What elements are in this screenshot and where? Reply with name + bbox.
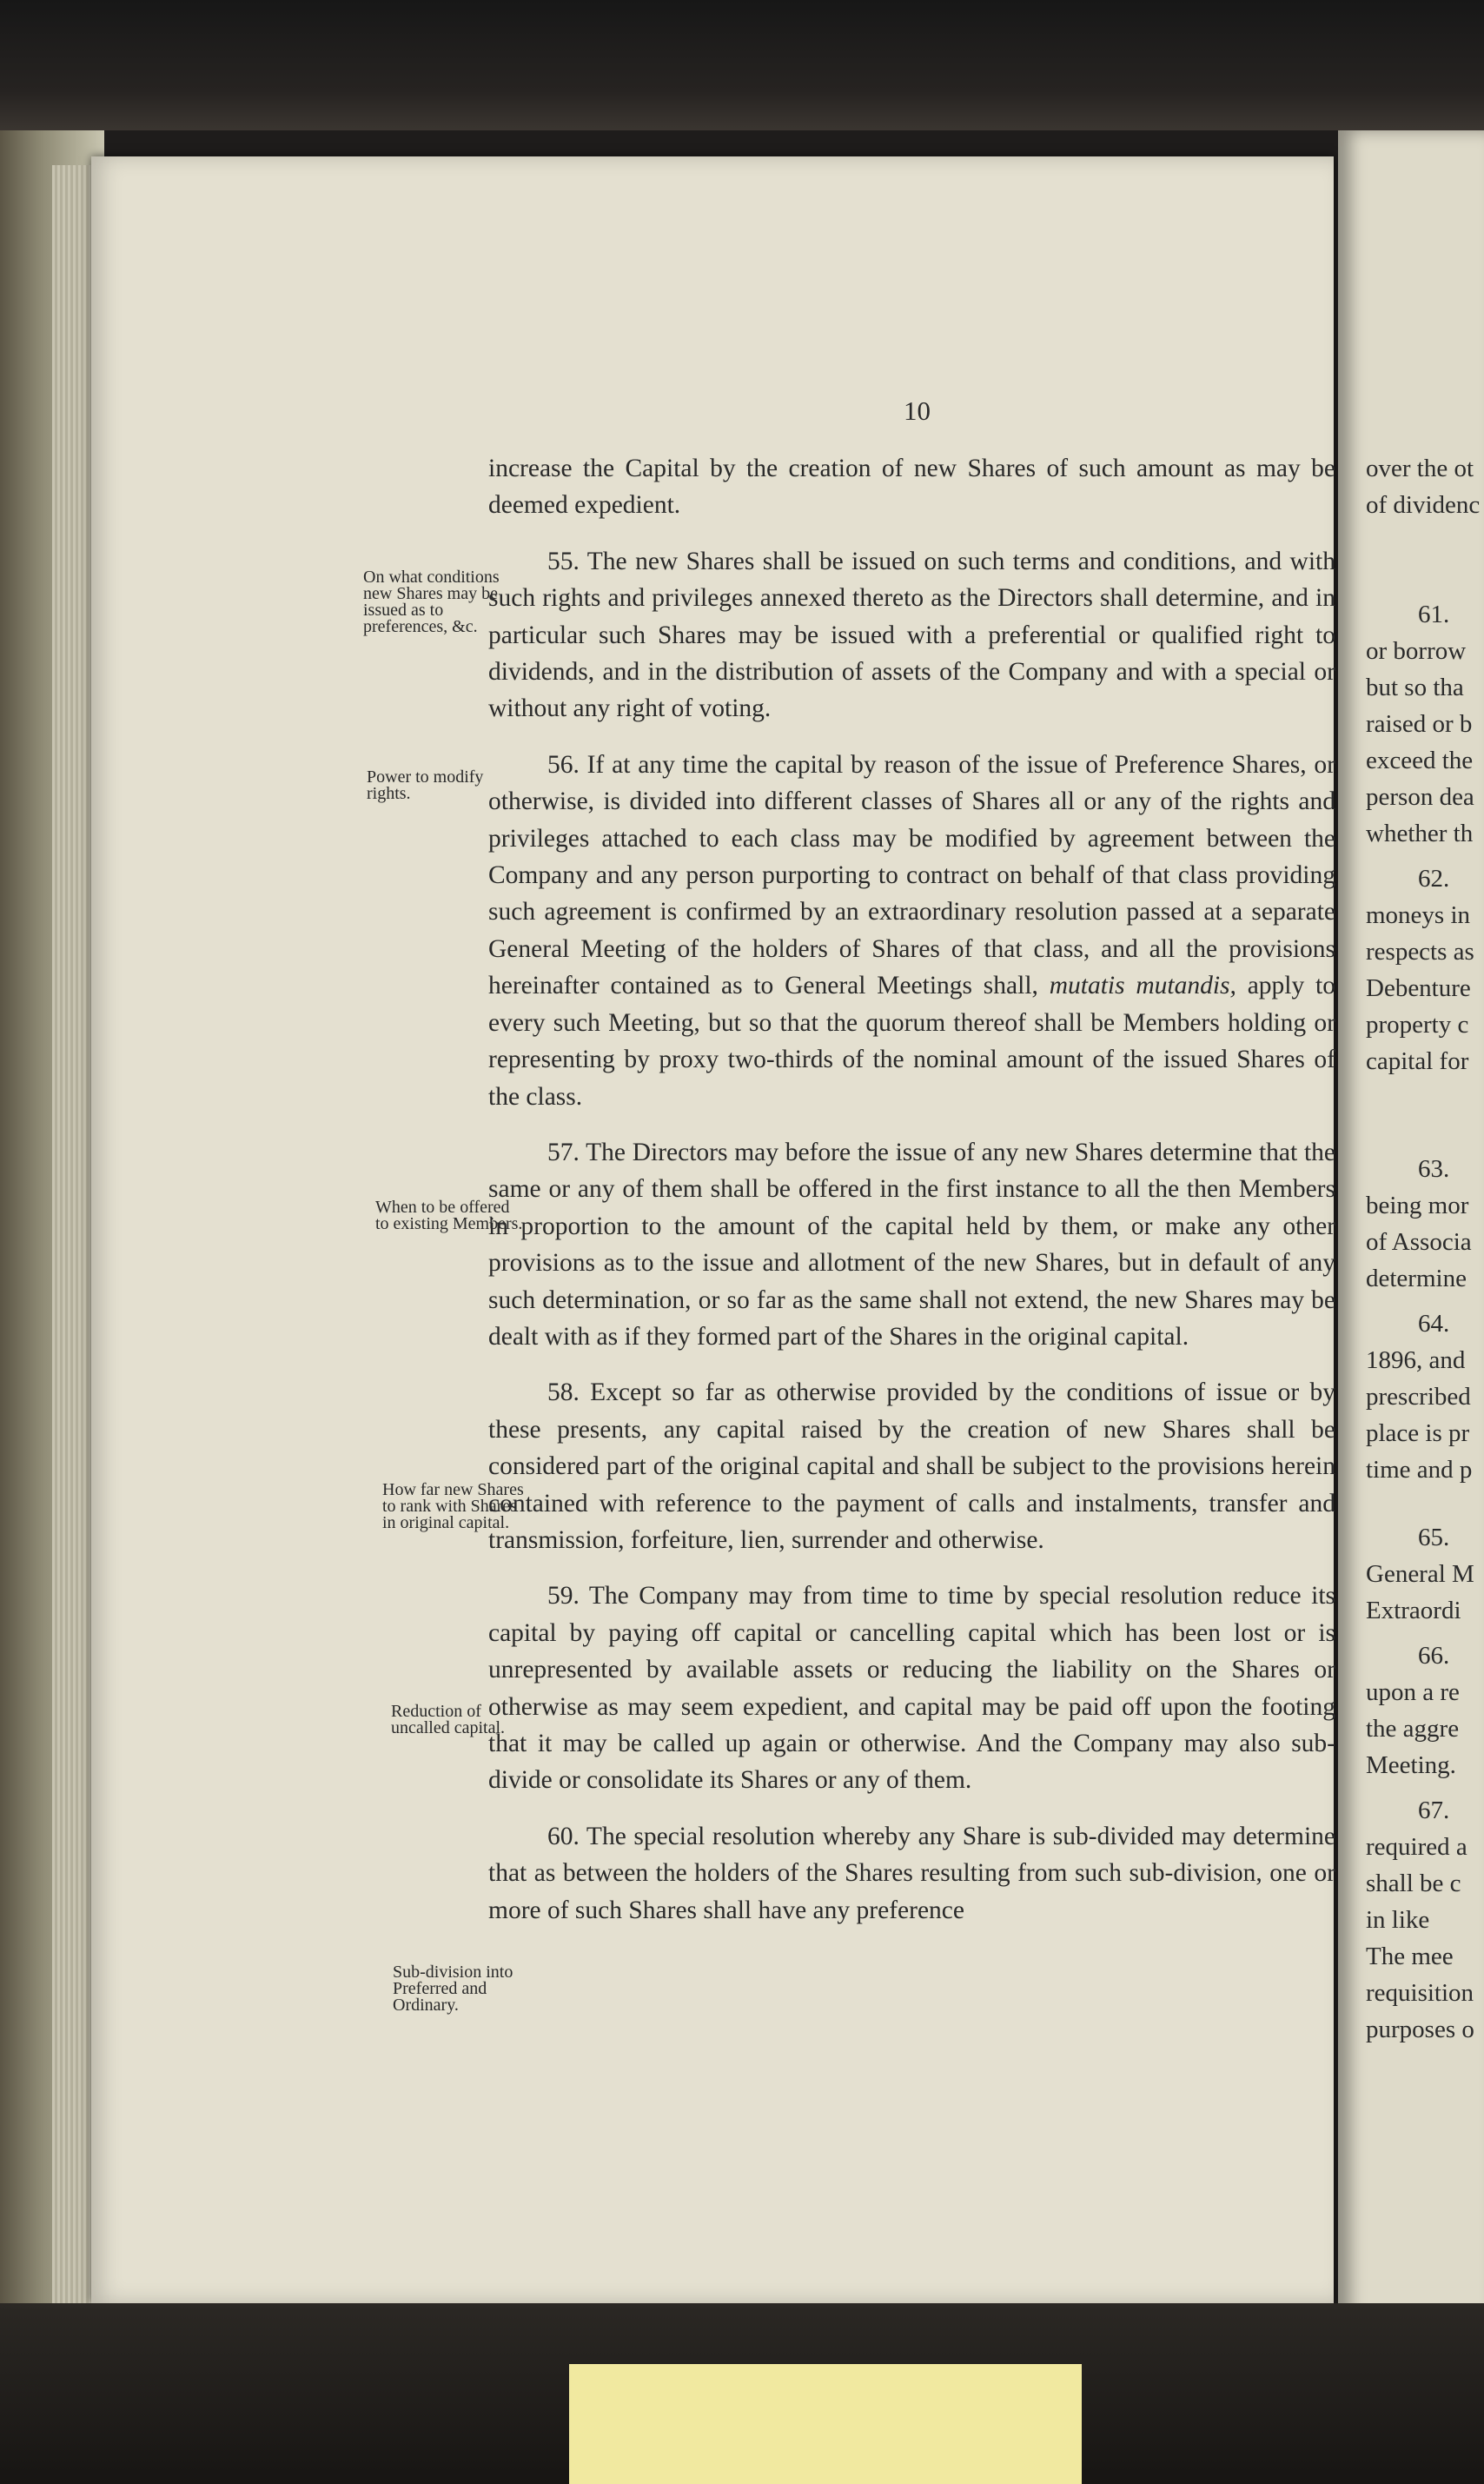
next-page-line: raised or b xyxy=(1366,710,1473,738)
book-binding-top xyxy=(0,0,1484,130)
next-page-line: whether th xyxy=(1366,820,1474,847)
next-page-line: 1896, and xyxy=(1366,1346,1466,1374)
paragraph-continuation: increase the Capital by the creation of new Shares of such amount as may be deemed expedient. xyxy=(488,455,1335,520)
paragraph-59: 59. The Company may from time to time by special resolution reduce its capital by paying off capital or cancelling capital which has been lost or is unrepresented by available assets or reducing the liability on the Shares or otherwise as may seem expedient, and capital may be paid off upon the footing that it may be called up again or otherwise. And the Company may also sub-divide or consolidate its Shares or any of them. xyxy=(488,1582,1335,1795)
next-page-line: the aggre xyxy=(1366,1715,1460,1743)
next-page-line: or borrow xyxy=(1366,637,1467,665)
next-page-line: place is pr xyxy=(1366,1419,1470,1447)
next-page-line: property c xyxy=(1366,1011,1469,1039)
margin-note-60: Sub-division into Preferred and Ordinary. xyxy=(393,1963,513,2015)
paragraph-56-text-a: 56. If at any time the capital by reason of the issue of Preference Shares, or otherwise, is divided into different classes of Shares all or any of the rights and privileges attached to each class may be modified by agreement between the Company and any person purporting to contract on behalf of that class providing such agreement is confirmed by an extraordinary resolution passed at a separate General Meeting of the holders of Shares of that class, and all the provisions hereinafter contained as to General Meetings shall, xyxy=(488,750,1335,1000)
margin-note-56: Power to modify rights. xyxy=(367,767,484,803)
paragraph-56 xyxy=(488,747,1335,1115)
next-page-line: determine xyxy=(1366,1265,1467,1292)
next-page-line: requisition xyxy=(1366,1979,1474,2007)
next-page-line: shall be c xyxy=(1366,1870,1461,1897)
margin-note-55: On what conditions new Shares may be issued as to preferences, &c. xyxy=(363,568,500,636)
next-page-line: but so tha xyxy=(1366,674,1464,701)
next-page-line: General M xyxy=(1366,1560,1474,1588)
next-page-line: 64. xyxy=(1418,1310,1450,1338)
sticky-note xyxy=(569,2364,1082,2484)
page-number: 10 xyxy=(904,395,931,426)
next-page-line: 61. xyxy=(1418,601,1450,628)
next-page-line: being mor xyxy=(1366,1192,1469,1219)
next-page-line: purposes o xyxy=(1366,2016,1474,2043)
next-page-line: 65. xyxy=(1418,1524,1450,1551)
next-page-line: Debenture xyxy=(1366,974,1471,1002)
next-page-line: 66. xyxy=(1418,1642,1450,1670)
margin-note-58: How far new Shares to rank with Shares in original capital. xyxy=(382,1480,524,1532)
next-page-line: required a xyxy=(1366,1833,1467,1861)
next-page-line: The mee xyxy=(1366,1943,1454,1970)
paragraph-57: 57. The Directors may before the issue of any new Shares determine that the same or any of them shall be offered in the first instance to all the then Members in proportion to the amount of the capital held by them, or make any other provisions as to the issue and allotment of the new Shares, but in default of any such determination, or so far as the same shall not extend, the new Shares may be dealt with as if they formed part of the Shares in the original capital. xyxy=(488,1138,1335,1351)
next-page-line: capital for xyxy=(1366,1047,1469,1075)
paragraph-56-text-b: apply to every such Meeting, but so that the quorum thereof shall be Members holding or representing by proxy two-thirds of the nominal amount of the issued Shares of the class. xyxy=(488,972,1335,1111)
next-page-line: 63. xyxy=(1418,1155,1450,1183)
next-page-line: upon a re xyxy=(1366,1678,1460,1706)
paragraph-58: 58. Except so far as otherwise provided by the conditions of issue or by these presents, any capital raised by the creation of new Shares shall be considered part of the original capital and shall be subject to the provisions herein contained with reference to the payment of calls and instalments, transfer and transmission, forfeiture, lien, surrender and otherwise. xyxy=(488,1378,1335,1554)
next-page-line: prescribed xyxy=(1366,1383,1471,1411)
next-page-line: moneys in xyxy=(1366,901,1471,929)
page-stack-edge xyxy=(52,165,94,2303)
next-page-line: time and p xyxy=(1366,1456,1473,1484)
next-page-line: in like xyxy=(1366,1906,1430,1934)
body-text xyxy=(488,450,1335,1948)
margin-note-57: When to be offered to existing Members. xyxy=(375,1198,523,1233)
next-page-line: exceed the xyxy=(1366,747,1474,774)
paragraph-55: 55. The new Shares shall be issued on such terms and conditions, and with such rights and privileges annexed thereto as the Directors shall determine, and in particular such Shares may be issued with a preferential or qualified right to dividends, and in the distribution of assets of the Company and with a special or without any right of voting. xyxy=(488,547,1335,723)
next-page-line: over the ot xyxy=(1366,455,1474,482)
next-page-line: of dividenc xyxy=(1366,491,1481,519)
next-page-line: of Associa xyxy=(1366,1228,1472,1256)
next-page-line: person dea xyxy=(1366,783,1474,811)
next-page-line: Meeting. xyxy=(1366,1751,1456,1779)
next-page-edge xyxy=(1338,130,1484,2381)
next-page-line: 67. xyxy=(1418,1797,1450,1824)
next-page-line: Extraordi xyxy=(1366,1597,1461,1624)
paragraph-56-italic: mutatis mutandis, xyxy=(1049,972,1236,1000)
paragraph-60: 60. The special resolution whereby any Share is sub-divided may determine that as between the holders of the Shares resulting from such sub-division, one or more of such Shares shall have any preference xyxy=(488,1822,1335,1924)
next-page-line: respects as xyxy=(1366,938,1474,966)
next-page-line: 62. xyxy=(1418,865,1450,893)
margin-note-59: Reduction of uncalled capital. xyxy=(391,1702,506,1737)
